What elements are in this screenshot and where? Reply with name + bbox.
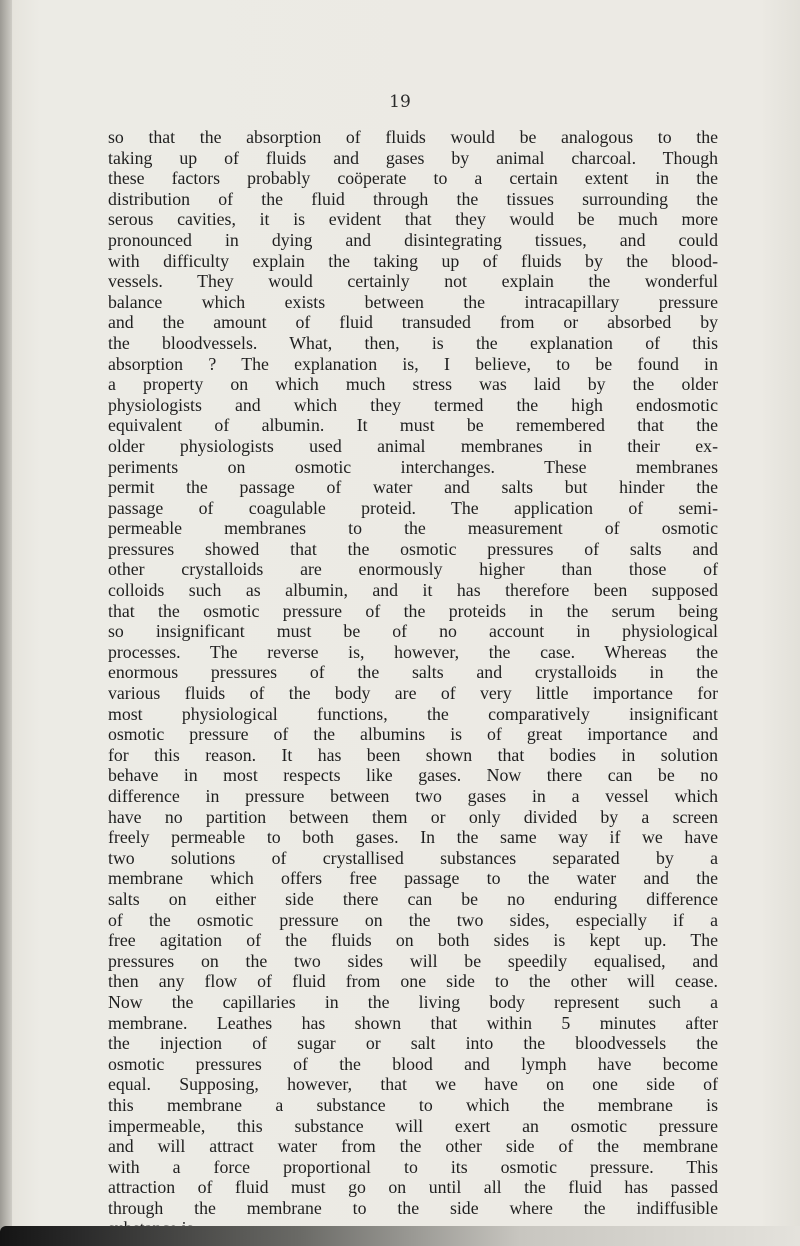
text-line <box>108 992 718 1013</box>
text-line-content: taking up of fluids and gases by animal charcoal. Though <box>108 147 718 168</box>
text-line-content: older physiologists used animal membranes in their ex- <box>108 435 718 456</box>
text-line-content: free agitation of the fluids on both sides is kept up. The <box>108 930 718 951</box>
text-line-content: periments on osmotic interchanges. These membranes <box>108 456 718 477</box>
text-line <box>108 1177 718 1198</box>
text-line <box>108 889 718 910</box>
text-line <box>108 498 718 519</box>
text-line-content: this membrane a substance to which the membrane is <box>108 1094 718 1115</box>
text-line <box>108 271 718 292</box>
text-line-content: attraction of fluid must go on until all the fluid has passed <box>108 1177 718 1198</box>
text-line-content: distribution of the fluid through the tissues surrounding the <box>108 188 718 209</box>
body-paragraph <box>108 127 718 1239</box>
text-line-content: permeable membranes to the measurement of osmotic <box>108 518 718 539</box>
text-line-content: osmotic pressure of the albumins is of great importance and <box>108 724 718 745</box>
text-line-content: a property on which much stress was laid by the older <box>108 374 718 395</box>
text-line-content: processes. The reverse is, however, the case. Whereas the <box>108 641 718 662</box>
text-line <box>108 1013 718 1034</box>
text-line-content: pressures on the two sides will be speedily equalised, and <box>108 950 718 971</box>
text-line <box>108 1054 718 1075</box>
text-line <box>108 807 718 828</box>
text-line-content: pronounced in dying and disintegrating tissues, and could <box>108 229 718 250</box>
text-line-content: for this reason. It has been shown that bodies in solution <box>108 744 718 765</box>
text-line-content: equal. Supposing, however, that we have on one side of <box>108 1074 718 1095</box>
text-line <box>108 477 718 498</box>
text-line <box>108 745 718 766</box>
text-line <box>108 292 718 313</box>
text-line-content: so insignificant must be of no account in physiological <box>108 621 718 642</box>
text-line <box>108 312 718 333</box>
text-line <box>108 827 718 848</box>
page-bottom-shadow <box>0 1226 800 1246</box>
text-line <box>108 395 718 416</box>
text-line-content: salts on either side there can be no enduring difference <box>108 888 718 909</box>
text-line <box>108 251 718 272</box>
text-line <box>108 1116 718 1137</box>
text-line <box>108 1033 718 1054</box>
text-line <box>108 580 718 601</box>
text-line <box>108 910 718 931</box>
text-line-content: permit the passage of water and salts but hinder the <box>108 477 718 498</box>
text-line-content: then any flow of fluid from one side to the other will cease. <box>108 971 718 992</box>
text-line-content: through the membrane to the side where the indiffusible <box>108 1197 718 1218</box>
text-line-content: serous cavities, it is evident that they would be much more <box>108 209 718 230</box>
text-line-content: the injection of sugar or salt into the bloodvessels the <box>108 1033 718 1054</box>
text-line-content: so that the absorption of fluids would be analogous to the <box>108 127 718 147</box>
text-line-content: and the amount of fluid transuded from or absorbed by <box>108 312 718 333</box>
text-line <box>108 436 718 457</box>
text-line <box>108 415 718 436</box>
text-line-content: absorption ? The explanation is, I believe, to be found in <box>108 353 718 374</box>
text-line <box>108 786 718 807</box>
text-line <box>108 189 718 210</box>
text-line-content: membrane. Leathes has shown that within 5 minutes after <box>108 1012 718 1033</box>
text-line-content: that the osmotic pressure of the proteids in the serum being <box>108 600 718 621</box>
text-line <box>108 724 718 745</box>
text-line-content: these factors probably coöperate to a certain extent in the <box>108 168 718 189</box>
text-line-content: other crystalloids are enormously higher than those of <box>108 559 718 580</box>
text-line-content: of the osmotic pressure on the two sides, especially if a <box>108 909 718 930</box>
text-line-content: and will attract water from the other side of the membrane <box>108 1136 718 1157</box>
text-line <box>108 1157 718 1178</box>
text-line <box>108 1095 718 1116</box>
text-line-content: pressures showed that the osmotic pressures of salts and <box>108 538 718 559</box>
text-line <box>108 333 718 354</box>
text-line <box>108 1136 718 1157</box>
text-line-content: most physiological functions, the comparatively insignificant <box>108 703 718 724</box>
text-line-content: enormous pressures of the salts and crystalloids in the <box>108 662 718 683</box>
text-line <box>108 971 718 992</box>
text-line-content: passage of coagulable proteid. The application of semi- <box>108 497 718 518</box>
text-line-content: with a force proportional to its osmotic pressure. This <box>108 1156 718 1177</box>
text-line-content: osmotic pressures of the blood and lymph have become <box>108 1053 718 1074</box>
text-line <box>108 1198 718 1219</box>
text-line-content: with difficulty explain the taking up of fluids by the blood- <box>108 250 718 271</box>
text-line <box>108 518 718 539</box>
text-line <box>108 559 718 580</box>
text-line <box>108 374 718 395</box>
text-line <box>108 642 718 663</box>
text-line-content: balance which exists between the intracapillary pressure <box>108 291 718 312</box>
text-line-content: membrane which offers free passage to the water and the <box>108 868 718 889</box>
text-line <box>108 539 718 560</box>
text-line-content: impermeable, this substance will exert an osmotic pressure <box>108 1115 718 1136</box>
text-line <box>108 951 718 972</box>
text-line-content: difference in pressure between two gases in a vessel which <box>108 786 718 806</box>
page-number: 19 <box>389 92 411 112</box>
text-line <box>108 148 718 169</box>
text-line <box>108 683 718 704</box>
page-binding-edge <box>0 0 12 1246</box>
text-line-content: vessels. They would certainly not explain the wonderful <box>108 271 718 292</box>
text-line <box>108 662 718 683</box>
text-line-content: physiologists and which they termed the high endosmotic <box>108 394 718 415</box>
text-line <box>108 848 718 869</box>
text-line <box>108 868 718 889</box>
text-line-content: equivalent of albumin. It must be remembered that the <box>108 415 718 436</box>
text-line <box>108 168 718 189</box>
text-line <box>108 930 718 951</box>
text-line <box>108 765 718 786</box>
text-line-content: behave in most respects like gases. Now there can be no <box>108 765 718 786</box>
text-line <box>108 601 718 622</box>
text-line-content: various fluids of the body are of very little importance for <box>108 683 718 704</box>
text-line <box>108 704 718 725</box>
text-line <box>108 457 718 478</box>
text-line-content: have no partition between them or only divided by a screen <box>108 806 718 827</box>
text-line <box>108 209 718 230</box>
text-line-content: two solutions of crystallised substances separated by a <box>108 847 718 868</box>
text-line <box>108 1074 718 1095</box>
text-line-content: the bloodvessels. What, then, is the explanation of this <box>108 332 718 353</box>
text-line-content: Now the capillaries in the living body represent such a <box>108 991 718 1012</box>
text-line <box>108 621 718 642</box>
text-line-content: colloids such as albumin, and it has therefore been supposed <box>108 580 718 601</box>
text-line <box>108 127 718 148</box>
text-line <box>108 230 718 251</box>
text-line-content: freely permeable to both gases. In the same way if we have <box>108 827 718 848</box>
text-line <box>108 354 718 375</box>
